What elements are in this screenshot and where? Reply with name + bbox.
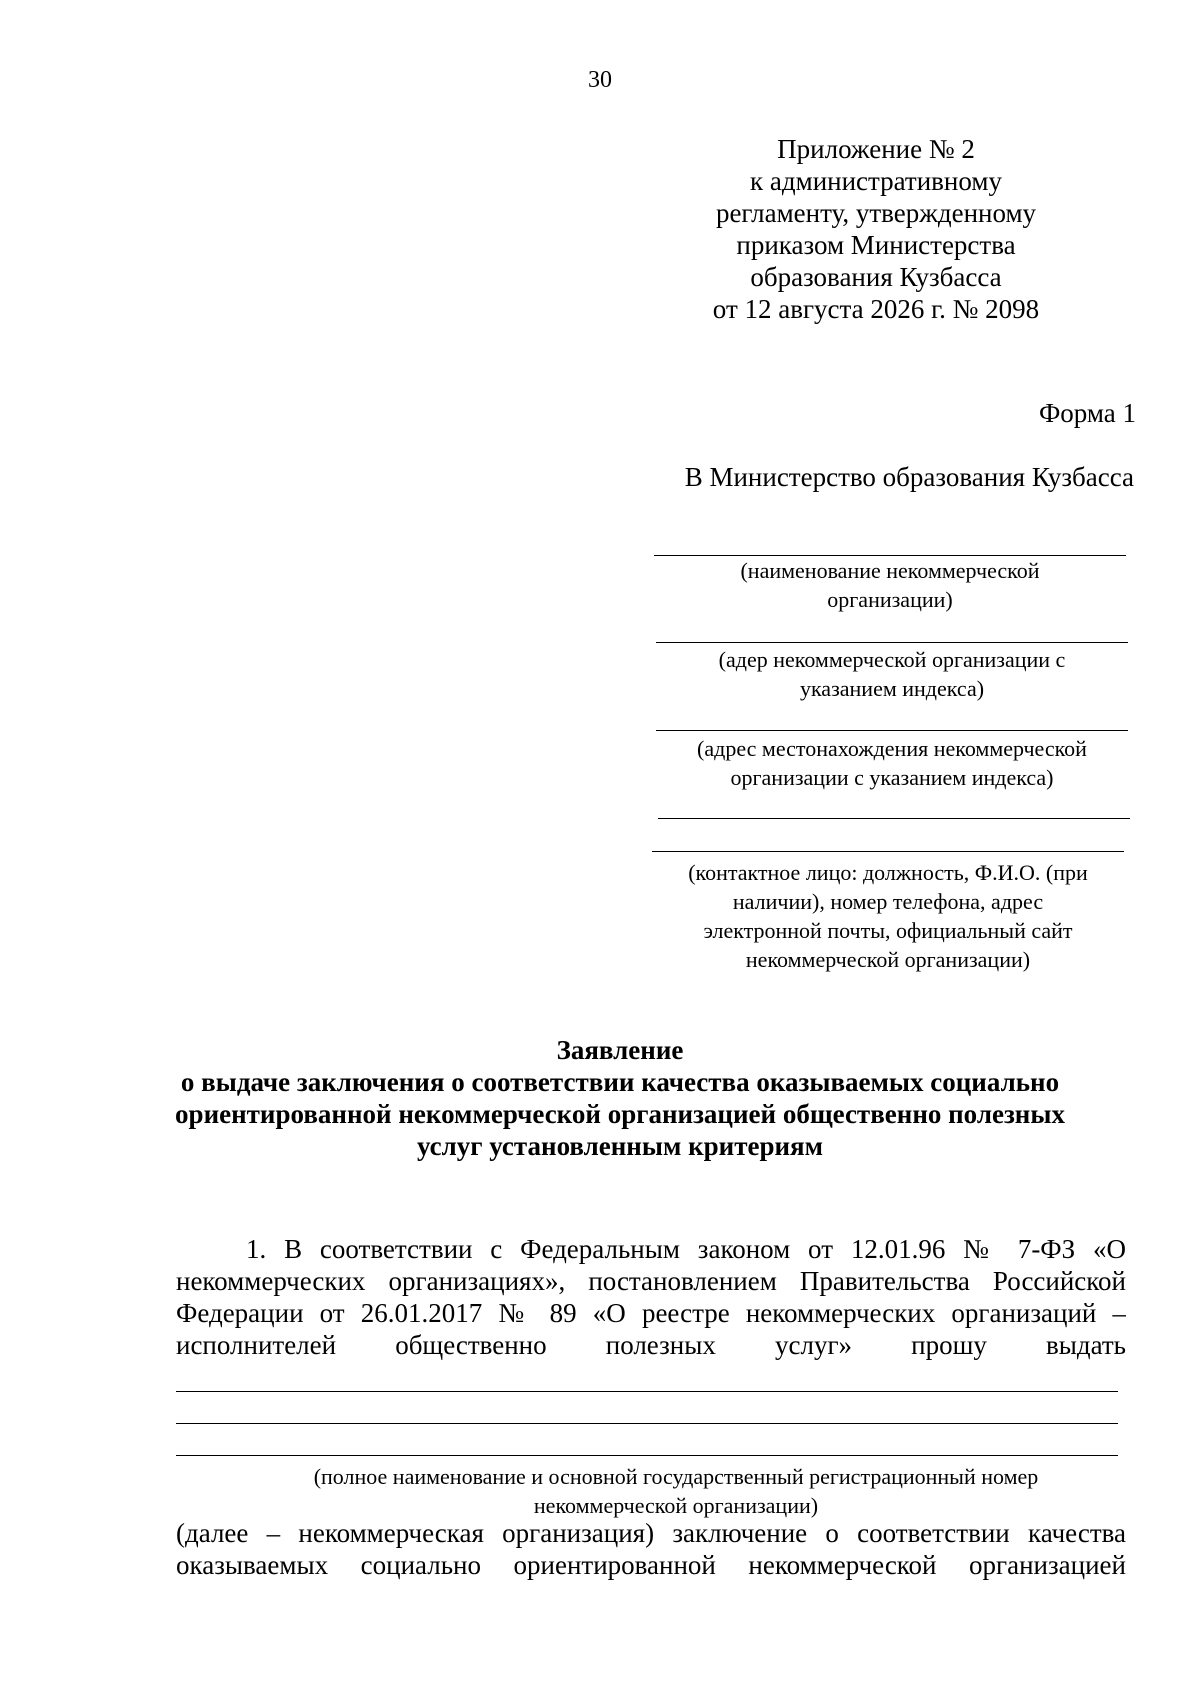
caption-line: (полное наименование и основной государственный регистрационный номер: [313, 1464, 1039, 1489]
appendix-line: образования Кузбасса: [750, 262, 1002, 292]
paragraph-line: исполнителей общественно полезных услуг» прошу выдать: [176, 1330, 1126, 1360]
caption-line: некоммерческой организации): [533, 1493, 819, 1518]
paragraph-line: некоммерческих организациях», постановлением Правительства Российской: [176, 1266, 1126, 1296]
title-line: ориентированной некоммерческой организацией общественно полезных: [175, 1099, 1065, 1129]
appendix-line: приказом Министерства: [736, 230, 1016, 260]
title-line: услуг установленным критериям: [416, 1131, 824, 1161]
paragraph-1: [176, 1233, 1126, 1361]
org-fullname-line-3[interactable]: [176, 1455, 1118, 1456]
page-number: 30: [588, 67, 612, 93]
address-field-line[interactable]: [656, 642, 1128, 643]
appendix-header: [686, 133, 1066, 325]
caption-line: (адрес местонахождения некоммерческой: [697, 736, 1087, 761]
form-label: Форма 1: [1038, 398, 1136, 428]
caption-line: некоммерческой организации): [745, 947, 1031, 972]
appendix-line: регламенту, утвержденному: [715, 198, 1037, 228]
addressee: В Министерство образования Кузбасса: [684, 462, 1134, 492]
contact-field-line-1[interactable]: [658, 818, 1130, 819]
paragraph-2: [176, 1517, 1126, 1581]
contact-caption: [652, 858, 1124, 974]
document-title: [80, 1034, 1160, 1162]
caption-line: (наименование некоммерческой: [740, 558, 1040, 583]
caption-line: наличии), номер телефона, адрес: [732, 889, 1044, 914]
caption-line: электронной почты, официальный сайт: [703, 918, 1073, 943]
caption-line: указанием индекса): [799, 676, 985, 701]
org-fullname-line-1[interactable]: [176, 1391, 1118, 1392]
paragraph-line: 1. В соответствии с Федеральным законом от 12.01.96 № 7-ФЗ «О: [246, 1234, 1126, 1264]
paragraph-line: оказываемых социально ориентированной некоммерческой организацией: [176, 1550, 1126, 1580]
org-fullname-caption: [236, 1462, 1116, 1520]
caption-line: (адер некоммерческой организации с: [718, 647, 1066, 672]
caption-line: организации): [827, 587, 953, 612]
appendix-line: Приложение № 2: [777, 134, 975, 164]
appendix-line: от 12 августа 2026 г. № 2098: [712, 294, 1040, 324]
paragraph-line: (далее – некоммерческая организация) заключение о соответствии качества: [176, 1518, 1126, 1548]
location-caption: [656, 734, 1128, 792]
title-line: о выдаче заключения о соответствии качества оказываемых социально: [180, 1067, 1060, 1097]
caption-line: организации с указанием индекса): [730, 765, 1054, 790]
contact-field-line-2[interactable]: [652, 851, 1124, 852]
title-line: Заявление: [556, 1035, 684, 1065]
appendix-line: к административному: [750, 166, 1002, 196]
location-field-line[interactable]: [656, 730, 1128, 731]
org-name-caption: [654, 556, 1126, 614]
paragraph-line: Федерации от 26.01.2017 № 89 «О реестре некоммерческих организаций –: [176, 1298, 1126, 1328]
address-caption: [656, 645, 1128, 703]
org-fullname-line-2[interactable]: [176, 1423, 1118, 1424]
caption-line: (контактное лицо: должность, Ф.И.О. (при: [688, 860, 1088, 885]
